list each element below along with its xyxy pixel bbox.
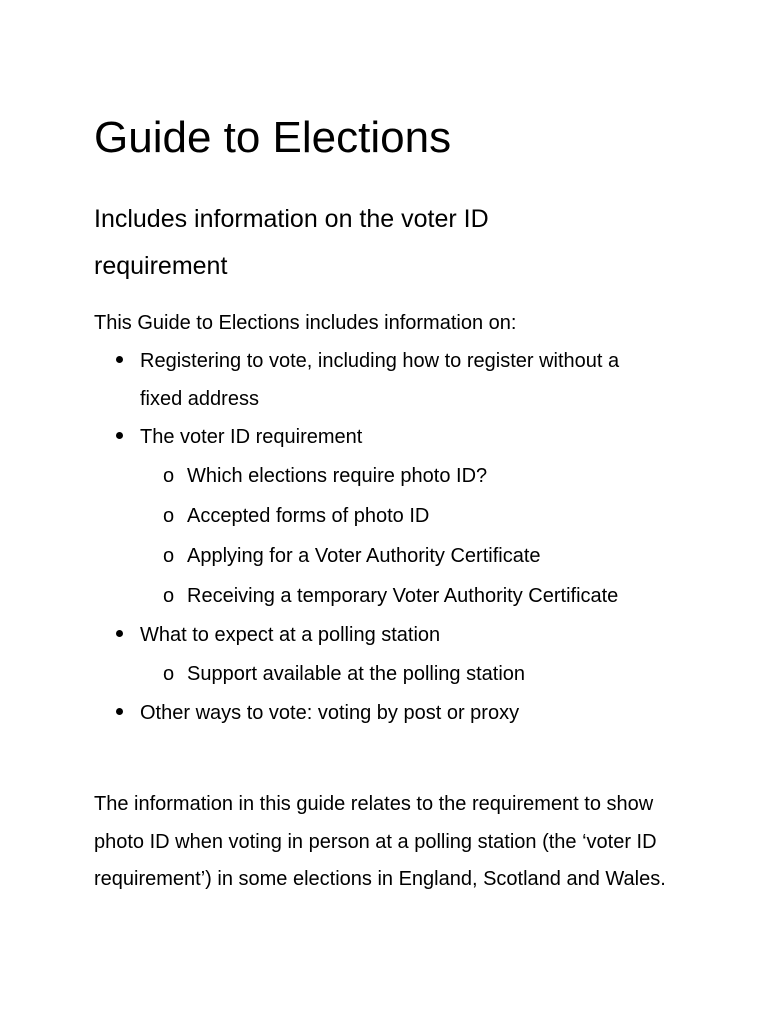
bullet-icon	[116, 630, 123, 637]
sub-list-item-label: Accepted forms of photo ID	[187, 505, 430, 527]
circle-bullet-icon: o	[163, 465, 175, 487]
page-title: Guide to Elections	[94, 113, 452, 162]
sub-list-item-label: Which elections require photo ID?	[187, 465, 488, 487]
circle-bullet-icon: o	[163, 585, 175, 607]
page-subtitle: Includes information on the voter ID requirement	[94, 205, 489, 280]
list-item-label: What to expect at a polling station	[140, 624, 441, 646]
list-item	[94, 342, 654, 418]
sub-list-item-label: Applying for a Voter Authority Certificate	[187, 545, 541, 567]
sub-list-item	[140, 496, 654, 536]
circle-bullet-icon: o	[163, 663, 175, 685]
sub-list-item-label: Receiving a temporary Voter Authority Certificate	[187, 585, 619, 607]
list-item	[94, 694, 654, 732]
sub-list-item	[140, 536, 654, 576]
list-item-label: The voter ID requirement	[140, 426, 363, 448]
list-item	[94, 616, 654, 694]
list-item-label: Registering to vote, including how to register without a fixed address	[140, 350, 620, 410]
intro-paragraph: This Guide to Elections includes information on:	[94, 312, 517, 334]
bullet-icon	[116, 708, 123, 715]
list-item-label: Other ways to vote: voting by post or proxy	[140, 702, 520, 724]
sub-list-item	[140, 456, 654, 496]
bullet-icon	[116, 356, 123, 363]
body-paragraph: The information in this guide relates to the requirement to show photo ID when voting in person at a polling station (the ‘voter ID requirement’) in some elections in England, Scotland and Wales.	[94, 793, 666, 890]
sub-list-item	[140, 654, 654, 694]
sub-list	[140, 456, 654, 616]
topics-list	[94, 342, 654, 732]
sub-list	[140, 654, 654, 694]
sub-list-item-label: Support available at the polling station	[187, 663, 526, 685]
bullet-icon	[116, 432, 123, 439]
circle-bullet-icon: o	[163, 505, 175, 527]
list-item	[94, 418, 654, 616]
sub-list-item	[140, 576, 654, 616]
circle-bullet-icon: o	[163, 545, 175, 567]
